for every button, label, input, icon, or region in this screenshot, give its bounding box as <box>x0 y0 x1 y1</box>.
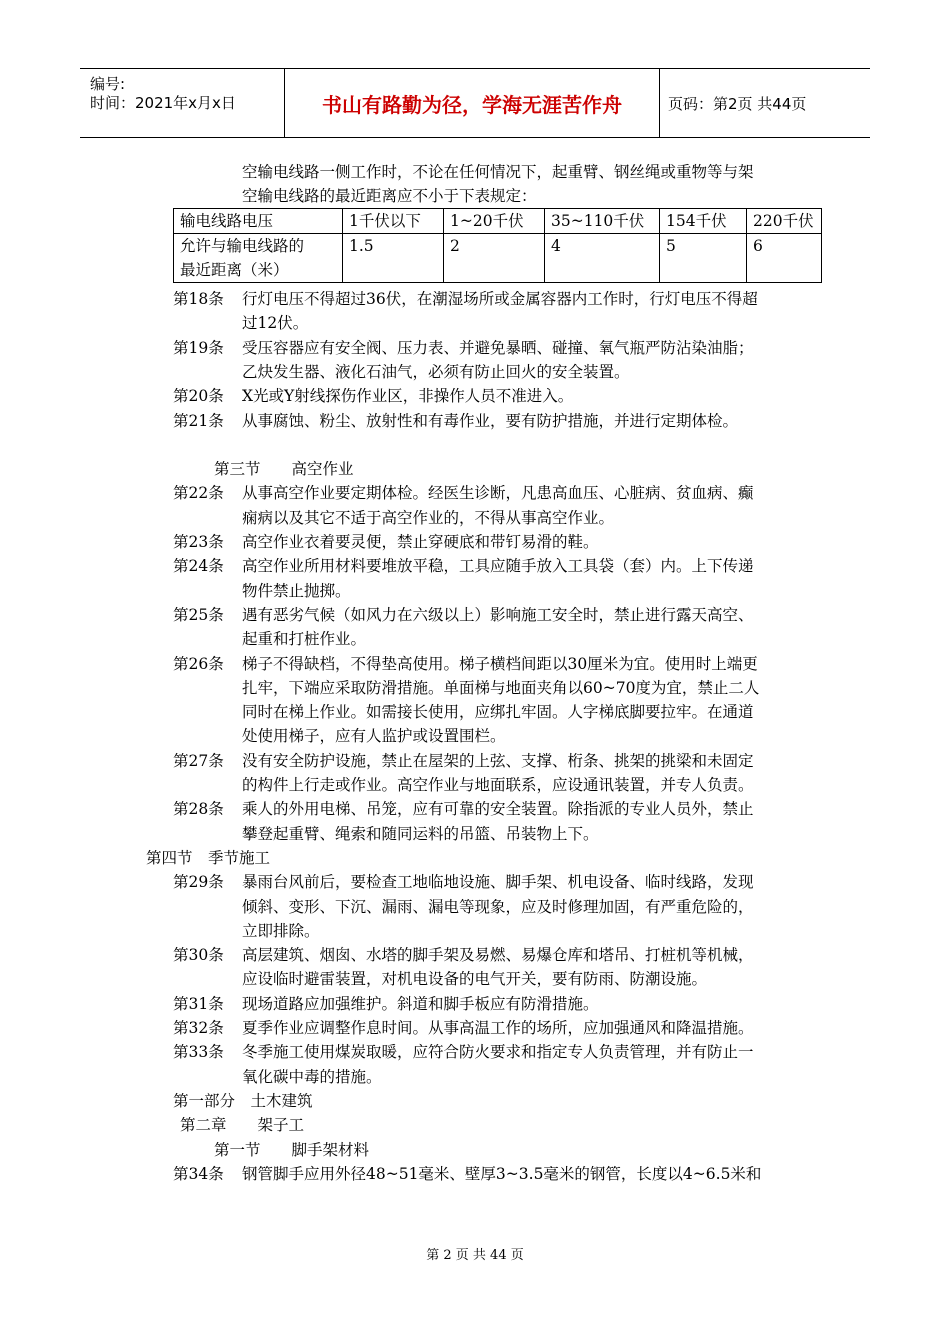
section-heading: 第一部分 土木建筑 <box>173 1091 313 1110</box>
intro-line: 空输电线路一侧工作时，不论在任何情况下，起重臂、钢丝绳或重物等与架 <box>242 163 754 181</box>
article-number: 第19条 <box>173 338 224 357</box>
table-cell: 5 <box>660 234 747 283</box>
section-heading: 第四节 季节施工 <box>146 848 271 867</box>
article-text: 立即排除。 <box>242 921 320 940</box>
article-number: 第31条 <box>173 994 224 1013</box>
table-cell: 220千伏 <box>747 209 822 234</box>
table-row <box>174 234 822 283</box>
article-text: 高空作业衣着要灵便，禁止穿硬底和带钉易滑的鞋。 <box>242 533 599 551</box>
article-text: 应设临时避雷装置，对机电设备的电气开关，要有防雨、防潮设施。 <box>242 970 708 989</box>
article-text: 夏季作业应调整作息时间。从事高温工作的场所，应加强通风和降温措施。 <box>242 1019 754 1037</box>
table-cell: 4 <box>545 234 660 283</box>
article-text: 过12伏。 <box>242 314 309 333</box>
article-text: 没有安全防护设施，禁止在屋架的上弦、支撑、桁条、挑架的挑梁和未固定 <box>242 751 754 770</box>
section-heading: 第一节 脚手架材料 <box>214 1140 370 1159</box>
header-meta <box>80 69 285 137</box>
intro-line: 空输电线路的最近距离应不小于下表规定： <box>242 187 537 205</box>
page-label: 页码：第2页 共44页 <box>668 94 807 113</box>
article-text: 攀登起重臂、绳索和随同运料的吊篮、吊装物上下。 <box>242 824 599 843</box>
row-label-line: 允许与输电线路的 <box>180 237 305 255</box>
article-text: 行灯电压不得超过36伏，在潮湿场所或金属容器内工作时，行灯电压不得超 <box>242 290 758 308</box>
article-number: 第32条 <box>173 1019 224 1037</box>
article-text: 钢管脚手应用外径48~51毫米、壁厚3~3.5毫米的钢管，长度以4~6.5米和 <box>242 1164 762 1183</box>
article-number: 第18条 <box>173 290 224 308</box>
article-number: 第28条 <box>173 800 224 819</box>
article-number: 第26条 <box>173 654 224 673</box>
article-text: 冬季施工使用煤炭取暖，应符合防火要求和指定专人负责管理，并有防止一 <box>242 1043 754 1062</box>
section-heading: 第三节 高空作业 <box>214 460 354 479</box>
article-text: 乘人的外用电梯、吊笼，应有可靠的安全装置。除指派的专业人员外，禁止 <box>242 800 754 819</box>
article-number: 第34条 <box>173 1164 224 1183</box>
article-number: 第29条 <box>173 873 224 892</box>
motto: 书山有路勤为径，学海无涯苦作舟 <box>285 69 660 137</box>
table-cell: 2 <box>444 234 545 283</box>
article-number: 第33条 <box>173 1043 224 1062</box>
page-footer: 第 2 页 共 44 页 <box>426 1248 524 1263</box>
table-cell: 6 <box>747 234 822 283</box>
row-label-line: 最近距离（米） <box>180 261 289 279</box>
table-cell: 154千伏 <box>660 209 747 234</box>
article-text: 受压容器应有安全阀、压力表、并避免暴晒、碰撞、氧气瓶严防沾染油脂； <box>242 338 754 357</box>
article-number: 第27条 <box>173 751 224 770</box>
article-text: 氧化碳中毒的措施。 <box>242 1067 382 1086</box>
table-cell: 1.5 <box>343 234 444 283</box>
article-text: 高空作业所用材料要堆放平稳，工具应随手放入工具袋（套）内。上下传递 <box>242 557 754 576</box>
article-text: 起重和打桩作业。 <box>242 630 367 649</box>
article-number: 第23条 <box>173 533 224 551</box>
article-text: 遇有恶劣气候（如风力在六级以上）影响施工安全时，禁止进行露天高空、 <box>242 605 754 624</box>
article-text: 同时在梯上作业。如需接长使用，应绑扎牢固。人字梯底脚要拉牢。在通道 <box>242 703 754 722</box>
section-heading: 第二章 架子工 <box>180 1116 305 1135</box>
table-cell: 输电线路电压 <box>174 209 343 234</box>
article-text: 处使用梯子，应有人监护或设置围栏。 <box>242 727 506 746</box>
article-number: 第30条 <box>173 946 224 965</box>
article-number: 第22条 <box>173 484 224 503</box>
article-text: 的构件上行走或作业。高空作业与地面联系，应设通讯装置，并专人负责。 <box>242 776 754 794</box>
article-text: 从事腐蚀、粉尘、放射性和有毒作业，要有防护措施，并进行定期体检。 <box>242 411 739 430</box>
article-text: 乙炔发生器、液化石油气，必须有防止回火的安全装置。 <box>242 362 630 381</box>
distance-table <box>173 208 822 283</box>
article-text: 扎牢，下端应采取防滑措施。单面梯与地面夹角以60~70度为宜，禁止二人 <box>242 678 760 697</box>
article-text: 倾斜、变形、下沉、漏雨、漏电等现象，应及时修理加固，有严重危险的， <box>242 897 754 916</box>
table-cell: 35~110千伏 <box>545 209 660 234</box>
article-text: 现场道路应加强维护。斜道和脚手板应有防滑措施。 <box>242 994 599 1013</box>
article-text: 梯子不得缺档，不得垫高使用。梯子横档间距以30厘米为宜。使用时上端更 <box>242 654 758 673</box>
table-row-label <box>174 234 343 283</box>
article-number: 第25条 <box>173 605 224 624</box>
date-label: 时间：2021年x月x日 <box>90 94 236 112</box>
table-header-row <box>174 209 822 234</box>
article-number: 第20条 <box>173 387 224 406</box>
table-cell: 1千伏以下 <box>343 209 444 234</box>
article-text: 高层建筑、烟囱、水塔的脚手架及易燃、易爆仓库和塔吊、打桩机等机械， <box>242 946 754 965</box>
article-text: 从事高空作业要定期体检。经医生诊断，凡患高血压、心脏病、贫血病、癫 <box>242 484 754 503</box>
article-number: 第24条 <box>173 557 224 576</box>
article-text: 物件禁止抛掷。 <box>242 581 351 600</box>
article-number: 第21条 <box>173 411 224 430</box>
number-label: 编号: <box>90 75 126 93</box>
article-text: 暴雨台风前后，要检查工地临地设施、脚手架、机电设备、临时线路，发现 <box>242 873 754 892</box>
table-cell: 1~20千伏 <box>444 209 545 234</box>
page-header <box>80 68 870 138</box>
article-text: X光或Y射线探伤作业区，非操作人员不准进入。 <box>242 387 574 406</box>
article-text: 痫病以及其它不适于高空作业的，不得从事高空作业。 <box>242 508 615 527</box>
